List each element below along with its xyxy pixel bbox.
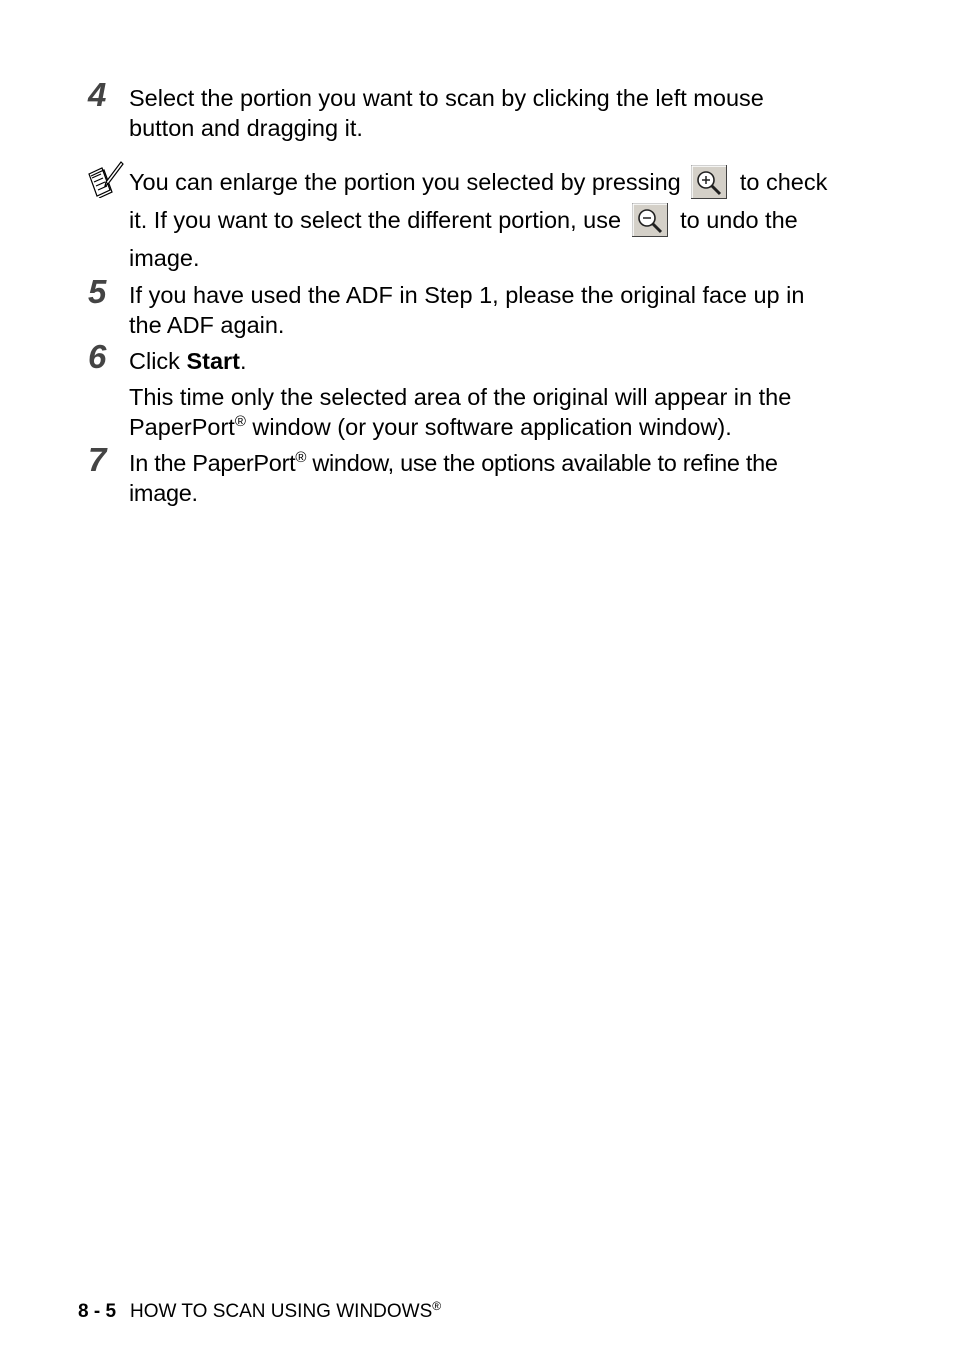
step-7-text-b: window, use the options available to refine the image. [129,450,778,506]
start-label: Start [186,348,240,374]
registered-mark: ® [295,449,307,466]
note-text-part3: to undo the image. [129,207,798,271]
note-text [129,163,829,277]
step-7-text [129,448,829,508]
note-pad-icon [86,160,124,198]
note-text-part2: to check it. If you want to select the different portion, use [129,169,828,233]
zoom-in-button[interactable] [691,165,727,199]
step-6-detail-b: window (or your software application window). [245,414,732,440]
zoom-out-button[interactable] [632,203,668,237]
registered-mark: ® [432,1299,442,1313]
step-number-5: 5 [88,273,107,310]
step-number-4: 4 [88,76,107,113]
step-6-text [129,346,829,376]
section-title: HOW TO SCAN USING WINDOWS [130,1301,433,1322]
registered-mark: ® [234,413,246,430]
step-number-6: 6 [88,338,107,375]
page-number: 8 - 5 [78,1301,117,1322]
step-7-text-a: In the PaperPort [129,450,296,476]
step-number-7: 7 [88,441,107,478]
step-6-post: . [240,348,247,374]
step-5-text: If you have used the ADF in Step 1, please the original face up in the ADF again. [129,282,805,338]
step-6-pre: Click [129,348,187,374]
step-6-detail-a: This time only the selected area of the original will appear in the PaperPort [129,384,792,440]
note-text-part1: You can enlarge the portion you selected by pressing [129,169,681,195]
step-4-text: Select the portion you want to scan by clicking the left mouse button and dragging it. [129,85,764,141]
step-6-detail [129,382,829,442]
page-footer [78,1300,441,1324]
